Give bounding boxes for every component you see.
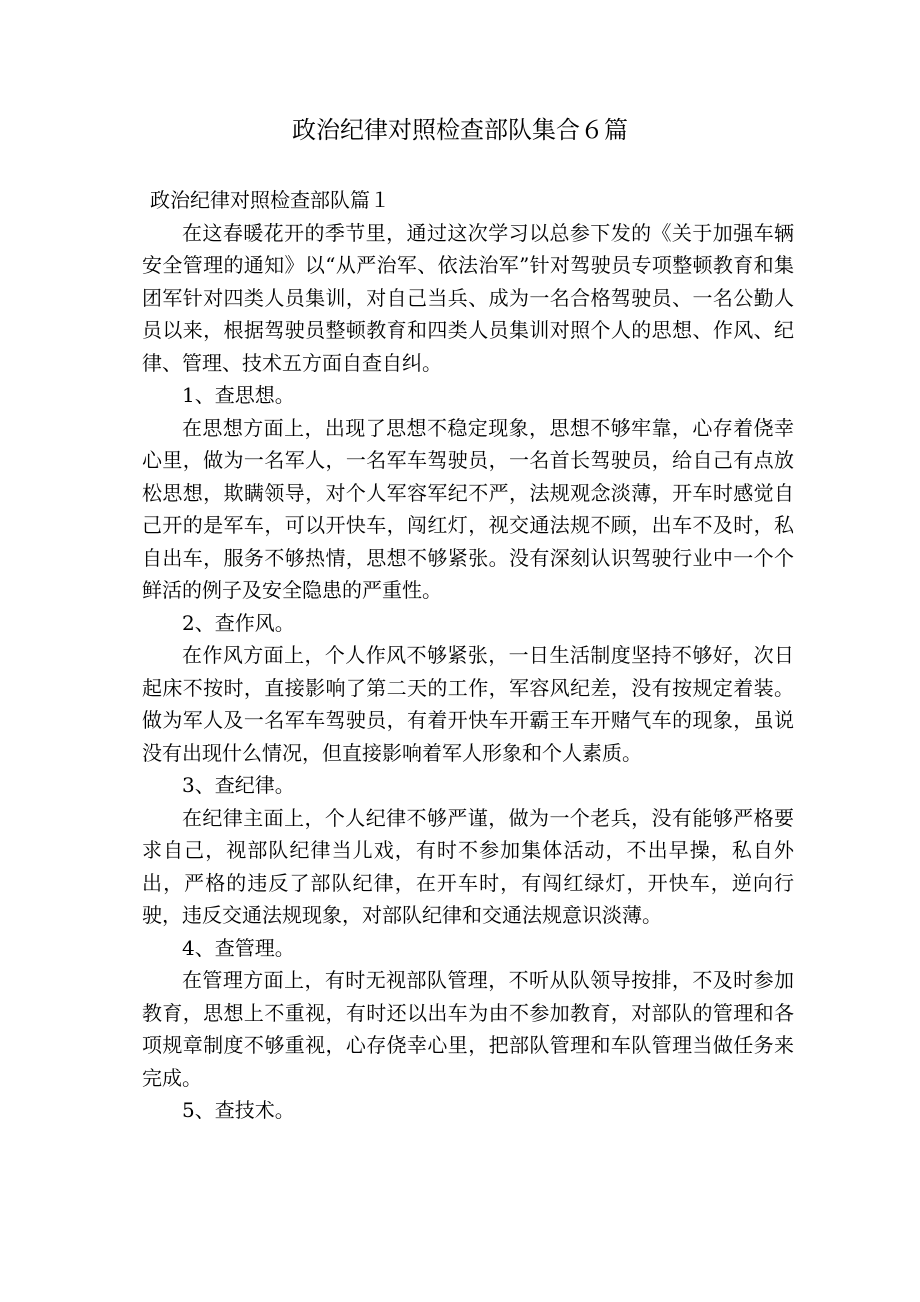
paragraph-management: 在管理方面上，有时无视部队管理，不听从队领导按排，不及时参加教育，思想上不重视，有时还以出车为由不参加教育，对部队的管理和各项规章制度不够重视，心存侥幸心里，把部队管理和车队管理当做任务来完成。 — [142, 968, 794, 1090]
document-body — [142, 184, 794, 1127]
heading-check-discipline: 3、查纪律。 — [182, 773, 295, 797]
heading-check-thought: 1、查思想。 — [182, 383, 295, 407]
paragraph-style: 在作风方面上，个人作风不够紧张，一日生活制度坚持不够好，次日起床不按时，直接影响了第二天的工作，军容风纪差，没有按规定着装。做为军人及一名军车驾驶员，有着开快车开霸王车开赌气车的现象，虽说没有出现什么情况，但直接影响着军人形象和个人素质。 — [142, 643, 794, 765]
heading-check-technique: 5、查技术。 — [182, 1098, 295, 1122]
paragraph-intro: 在这春暖花开的季节里，通过这次学习以总参下发的《关于加强车辆安全管理的通知》以“从严治军、依法治军”针对驾驶员专项整顿教育和集团军针对四类人员集训，对自己当兵、成为一名合格驾驶员、一名公勤人员以来，根据驾驶员整顿教育和四类人员集训对照个人的思想、作风、纪律、管理、技术五方面自查自纠。 — [142, 220, 794, 375]
document-title: 政治纪律对照检查部队集合６篇 — [292, 116, 628, 144]
paragraph-discipline: 在纪律主面上，个人纪律不够严谨，做为一个老兵，没有能够严格要求自己，视部队纪律当儿戏，有时不参加集体活动，不出早操，私自外出，严格的违反了部队纪律，在开车时，有闯红绿灯，开快车，逆向行驶，违反交通法规现象，对部队纪律和交通法规意识淡薄。 — [142, 805, 794, 927]
heading-check-style: 2、查作风。 — [182, 610, 295, 635]
section-subtitle: 政治纪律对照检查部队篇１ — [150, 188, 390, 212]
heading-check-management: 4、查管理。 — [182, 935, 295, 960]
paragraph-thought: 在思想方面上，出现了思想不稳定现象，思想不够牢靠，心存着侥幸心里，做为一名军人，一名军车驾驶员，一名首长驾驶员，给自己有点放松思想，欺瞒领导，对个人军容军纪不严，法规观念淡薄，开车时感觉自己开的是军车，可以开快车，闯红灯，视交通法规不顾，出车不及时，私自出车，服务不够热情，思想不够紧张。没有深刻认识驾驶行业中一个个鲜活的例子及安全隐患的严重性。 — [142, 415, 794, 602]
